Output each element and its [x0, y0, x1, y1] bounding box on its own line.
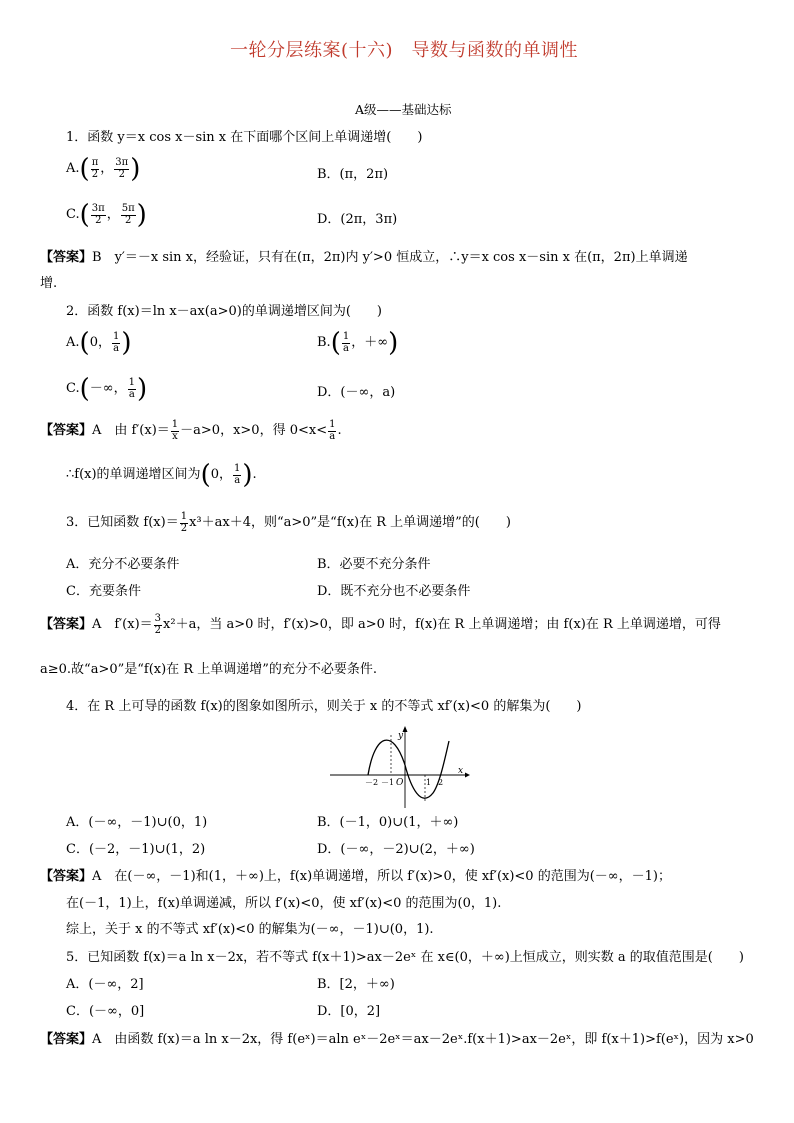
left-paren: ( — [200, 460, 211, 490]
q1-answer — [40, 250, 688, 266]
answer-text: A 由函数 f(x)＝a ln x－2x，得 f(eˣ)＝aln eˣ－2eˣ＝ax－2eˣ.f(x＋1)>ax－2eˣ，即 f(x＋1)>f(eˣ)，因为 x>0 — [92, 1032, 754, 1047]
q4-answer-line3: 综上，关于 x 的不等式 xf′(x)<0 的解集为(－∞，－1)∪(0，1). — [66, 922, 434, 937]
q2-stem: 2．函数 f(x)＝ln x－ax(a>0)的单调递增区间为( ) — [66, 304, 382, 319]
q2-answer-cont: ∴f(x)的单调递增区间为 ( 0， $\frac{1}{a}$ ) . — [66, 460, 257, 490]
option-label: C. — [66, 207, 80, 223]
q1-option-a: A. ( $\frac{\pi}{2}$ ， $\frac{3\pi}{2}$ ) — [66, 154, 141, 184]
q2-option-a: A. ( 0， $\frac{1}{a}$ ) — [66, 328, 132, 358]
left-paren: ( — [79, 154, 90, 184]
fraction: $\frac{1}{2}$ — [180, 511, 188, 534]
option-label: C. — [66, 381, 80, 397]
fraction: $\frac{1}{a}$ — [342, 331, 350, 354]
q3-stem: 3．已知函数 f(x)＝ $\frac{1}{2}$ x³＋ax＋4，则“a>0”是“f(x)在 R 上单调递增”的( ) — [66, 511, 511, 534]
q1-option-b: B．(π，2π) — [317, 167, 389, 182]
answer-tag: 【答案】 — [40, 250, 93, 265]
fraction: $\frac{3}{2}$ — [154, 613, 162, 636]
q4-stem: 4．在 R 上可导的函数 f(x)的图象如图所示，则关于 x 的不等式 xf′(x)<0 的解集为( ) — [66, 699, 582, 714]
x-label: x — [458, 766, 464, 776]
right-paren: ) — [130, 154, 141, 184]
q5-option-c: C．(－∞，0] — [66, 1004, 145, 1019]
q3-answer: 【答案】 A f′(x)＝ $\frac{3}{2}$ x²＋a，当 a>0 时，f′(x)>0，即 a>0 时，f(x)在 R 上单调递增；由 f(x)在 R 上单调递增，可得 — [40, 613, 721, 636]
q3-answer-cont: a≥0.故“a>0”是“f(x)在 R 上单调递增”的充分不必要条件. — [40, 662, 378, 677]
q4-option-d: D．(－∞，－2)∪(2，＋∞) — [317, 842, 475, 857]
option-label: A. — [66, 335, 80, 351]
answer-tag: 【答案】 — [40, 869, 93, 884]
fraction: $\frac{1}{x}$ — [171, 419, 179, 442]
right-paren: ) — [242, 460, 253, 490]
answer-tag: 【答案】 — [40, 423, 93, 439]
q2-answer: 【答案】 A 由 f′(x)＝ $\frac{1}{x}$ －a>0，x>0，得 0<x< $\frac{1}{a}$ . — [40, 419, 342, 442]
q2-option-b: B. ( $\frac{1}{a}$ ，＋∞ ) — [317, 328, 399, 358]
origin-label: O — [396, 778, 404, 788]
q5-answer — [40, 1032, 754, 1048]
left-paren: ( — [79, 328, 90, 358]
page-title: 一轮分层练案(十六) 导数与函数的单调性 — [230, 40, 579, 61]
x-axis-arrow — [465, 773, 470, 778]
q4-option-a: A．(－∞，－1)∪(0，1) — [66, 815, 208, 830]
function-curve — [368, 740, 449, 798]
left-paren: ( — [330, 328, 341, 358]
left-paren: ( — [79, 374, 90, 404]
section-heading: A级——基础达标 — [355, 102, 452, 117]
tick-label: 1 — [426, 778, 432, 787]
answer-tag: 【答案】 — [40, 617, 93, 633]
option-label: A. — [66, 161, 80, 177]
q2-option-d: D．(－∞，a) — [317, 385, 396, 400]
fraction: $\frac{3\pi}{2}$ — [91, 203, 105, 226]
q3-option-b: B．必要不充分条件 — [317, 557, 431, 572]
q4-answer-line2: 在(－1，1)上，f(x)单调递减，所以 f′(x)<0，使 xf′(x)<0 的范围为(0，1). — [66, 896, 502, 911]
q1-option-c: C. ( $\frac{3\pi}{2}$ ， $\frac{5\pi}{2}$ ) — [66, 200, 147, 230]
answer-tag: 【答案】 — [40, 1032, 93, 1047]
q4-answer — [40, 869, 671, 885]
left-paren: ( — [79, 200, 90, 230]
fraction: $\frac{1}{a}$ — [112, 331, 120, 354]
tick-label: 2 — [438, 778, 444, 787]
fraction: $\frac{1}{a}$ — [329, 419, 336, 442]
answer-text: B y′＝－x sin x，经验证，只有在(π，2π)内 y′>0 恒成立，∴y＝x cos x－sin x 在(π，2π)上单调递 — [92, 250, 688, 265]
q3-option-d: D．既不充分也不必要条件 — [317, 584, 471, 599]
tick-label: －1 — [381, 778, 395, 787]
q5-option-d: D．[0，2] — [317, 1004, 381, 1019]
q5-option-b: B．[2，＋∞) — [317, 977, 395, 992]
q3-option-c: C．充要条件 — [66, 584, 141, 599]
tick-label: －2 — [365, 778, 379, 787]
fraction: $\frac{5\pi}{2}$ — [121, 203, 135, 226]
y-label: y — [398, 731, 404, 741]
right-paren: ) — [137, 374, 148, 404]
fraction: $\frac{\pi}{2}$ — [91, 157, 99, 180]
fraction: $\frac{1}{a}$ — [128, 377, 135, 400]
q1-stem: 1．函数 y＝x cos x－sin x 在下面哪个区间上单调递增( ) — [66, 130, 423, 145]
q2-option-c: C. ( －∞， $\frac{1}{a}$ ) — [66, 374, 148, 404]
right-paren: ) — [121, 328, 132, 358]
y-axis-arrow — [403, 726, 408, 732]
q4-option-b: B．(－1，0)∪(1，＋∞) — [317, 815, 459, 830]
right-paren: ) — [136, 200, 147, 230]
right-paren: ) — [388, 328, 399, 358]
q1-option-d: D．(2π，3π) — [317, 212, 398, 227]
q5-stem: 5．已知函数 f(x)＝a ln x－2x，若不等式 f(x＋1)>ax－2eˣ 在 x∈(0，＋∞)上恒成立，则实数 a 的取值范围是( ) — [66, 950, 744, 965]
q3-option-a: A．充分不必要条件 — [66, 557, 180, 572]
q1-answer-cont: 增. — [40, 276, 58, 291]
answer-text: A 在(－∞，－1)和(1，＋∞)上，f(x)单调递增，所以 f′(x)>0，使 xf′(x)<0 的范围为(－∞，－1)； — [92, 869, 671, 884]
q4-option-c: C．(－2，－1)∪(1，2) — [66, 842, 206, 857]
option-label: B. — [317, 335, 331, 351]
fraction: $\frac{3\pi}{2}$ — [115, 157, 129, 180]
q5-option-a: A．(－∞，2] — [66, 977, 144, 992]
q4-function-graph — [325, 723, 475, 813]
fraction: $\frac{1}{a}$ — [234, 463, 241, 486]
